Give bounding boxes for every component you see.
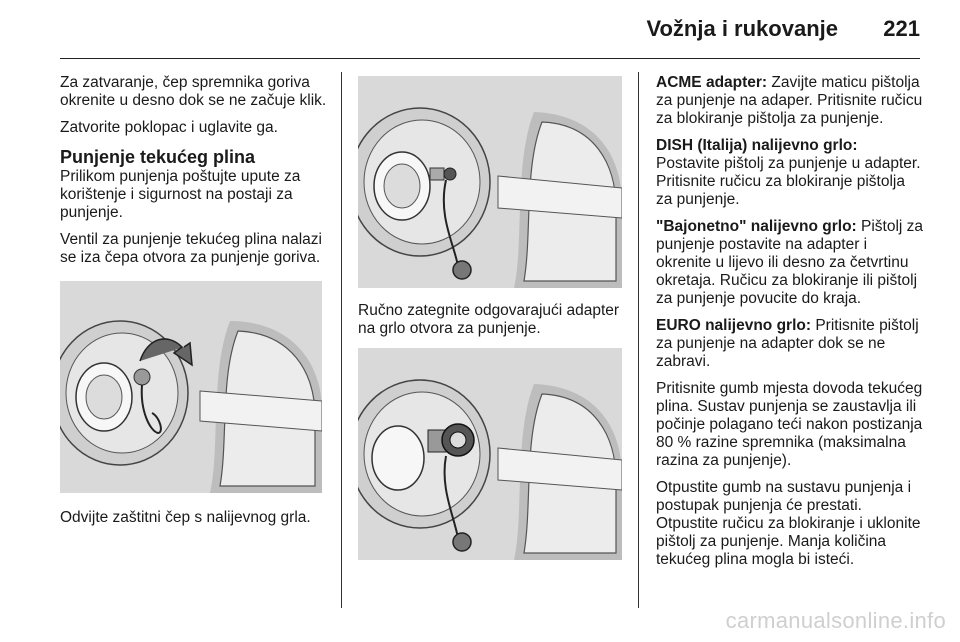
paragraph: Zatvorite poklopac i uglavite ga.	[60, 119, 278, 136]
illustration-unscrew-cap	[60, 281, 322, 493]
term-label: ACME adapter:	[656, 74, 768, 91]
illustration-open-flap	[358, 76, 622, 288]
paragraph: Ventil za punjenje tekućeg plina nalazi se iza čepa otvora za punjenje goriva.	[60, 231, 322, 266]
column-middle	[358, 74, 622, 560]
term-label: DISH (Italija) nalijevno grlo:	[656, 137, 858, 154]
term-text: Zavijte maticu pištolja za punjenje na adaper. Pritisnite ručicu za blokiranje pištolja za punjenje.	[656, 74, 923, 127]
paragraph: Pritisnite gumb mjesta dovoda tekućeg plina. Sustav punjenja se zaustavlja ili počinje polagano teći nakon postizanja 80 % razine spremnika (maksimalna razina za punjenje).	[656, 380, 923, 469]
paragraph: Otpustite gumb na sustavu punjenja i postupak punjenja će prestati. Otpustite ručicu za blokiranje i uklonite pištolj za punjenje. Manja količina tekućeg plina mogla bi isteći.	[656, 479, 921, 568]
fuel-flap-illustration	[358, 348, 622, 560]
paragraph: Prilikom punjenja poštujte upute za korištenje i sigurnost na postaji za punjenje.	[60, 168, 301, 221]
section-title: Vožnja i rukovanje	[646, 16, 838, 41]
term-label: EURO nalijevno grlo:	[656, 317, 812, 334]
term-text: Pritisnite pištolj za punjenje na adapter dok se ne zabravi.	[656, 317, 919, 370]
paragraph-dish	[656, 137, 924, 209]
paragraph-bayonet	[656, 218, 924, 308]
term-text: Postavite pištolj za punjenje u adapter. Pritisnite ručicu za blokiranje pištolja za punjenje.	[656, 155, 921, 208]
watermark: carmanualsonline.info	[725, 608, 946, 633]
section-heading: Punjenje tekućeg plina	[60, 147, 256, 167]
column-divider	[638, 72, 639, 608]
term-text: Pištolj za punjenje postavite na adapter i okrenite u lijevo ili desno za četvrtinu okretaja. Ručicu za blokiranje ili pištolj za punjenje povucite do kraja.	[656, 218, 924, 307]
illustration-adapter	[358, 348, 622, 560]
page-header	[60, 0, 920, 59]
paragraph-euro	[656, 317, 924, 371]
column-left	[60, 74, 328, 527]
paragraph: Za zatvaranje, čep spremnika goriva okrenite u desno dok se ne začuje klik.	[60, 74, 327, 109]
fuel-flap-illustration	[358, 76, 622, 288]
fuel-flap-illustration	[60, 281, 322, 493]
column-divider	[341, 72, 342, 608]
figure-caption: Odvijte zaštitni čep s nalijevnog grla.	[60, 509, 311, 526]
term-label: "Bajonetno" nalijevno grlo:	[656, 218, 857, 235]
page-number: 221	[883, 16, 920, 41]
paragraph-acme	[656, 74, 924, 128]
figure-caption: Ručno zategnite odgovarajući adapter na grlo otvora za punjenje.	[358, 302, 620, 337]
column-right	[656, 74, 924, 578]
